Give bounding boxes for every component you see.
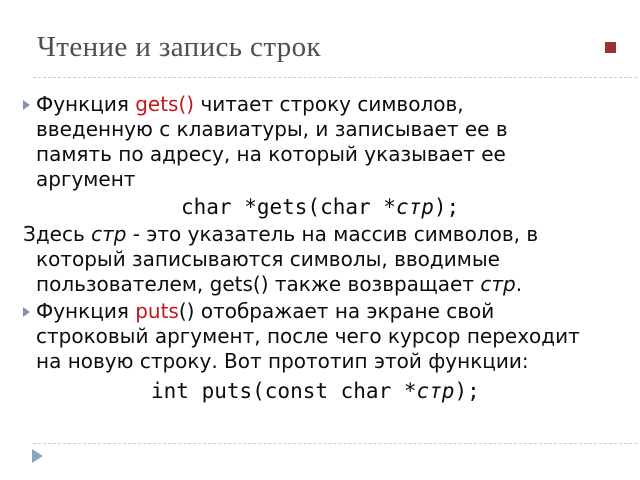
text-line [23, 222, 631, 247]
code-segment: char *gets(char * [181, 195, 396, 219]
text-segment: Функция [36, 92, 136, 116]
keyword-gets: gets() [135, 92, 195, 116]
text-segment: - это указатель на массив символов, в [126, 222, 539, 246]
next-arrow-icon[interactable] [32, 449, 43, 463]
code-gets-prototype [181, 195, 631, 220]
paragraph-pointer-note [23, 222, 631, 297]
code-segment: ); [433, 195, 460, 219]
text-segment: пользователем, gets() также возвращает [36, 272, 481, 296]
var-italic: стр [91, 222, 127, 246]
footer-divider [33, 443, 637, 444]
text-line [36, 92, 631, 117]
var-italic: стр [480, 272, 516, 296]
slide-body [23, 92, 631, 404]
code-var-italic: стр [395, 195, 434, 219]
text-line: который записываются символы, вводимые [36, 247, 500, 271]
title-divider [33, 77, 637, 78]
text-line: аргумент [36, 167, 136, 191]
triangle-bullet-icon [23, 307, 30, 317]
text-segment: . [515, 272, 523, 296]
red-accent-square [605, 42, 616, 53]
text-segment: () отображает на экране свой [178, 299, 495, 323]
text-line: строковый аргумент, после чего курсор переходит [36, 324, 580, 348]
bullet-paragraph-puts [36, 299, 631, 374]
code-puts-prototype [151, 379, 631, 404]
code-var-italic: стр [416, 379, 455, 403]
text-segment: Функция [36, 299, 136, 323]
triangle-bullet-icon [23, 100, 30, 110]
text-segment: Здесь [23, 222, 92, 246]
text-line: на новую строку. Вот прототип этой функции: [36, 349, 529, 373]
keyword-puts: puts [135, 299, 179, 323]
text-line: введенную с клавиатуры, и записывает ее в [36, 117, 508, 141]
text-segment: читает строку символов, [194, 92, 464, 116]
bullet-paragraph-gets [36, 92, 631, 192]
text-line [36, 272, 631, 297]
text-line [36, 299, 631, 324]
text-line: память по адресу, на который указывает ее [36, 142, 506, 166]
code-segment: int puts(const char * [151, 379, 417, 403]
page-title: Чтение и запись строк [37, 31, 322, 63]
code-segment: ); [454, 379, 480, 403]
